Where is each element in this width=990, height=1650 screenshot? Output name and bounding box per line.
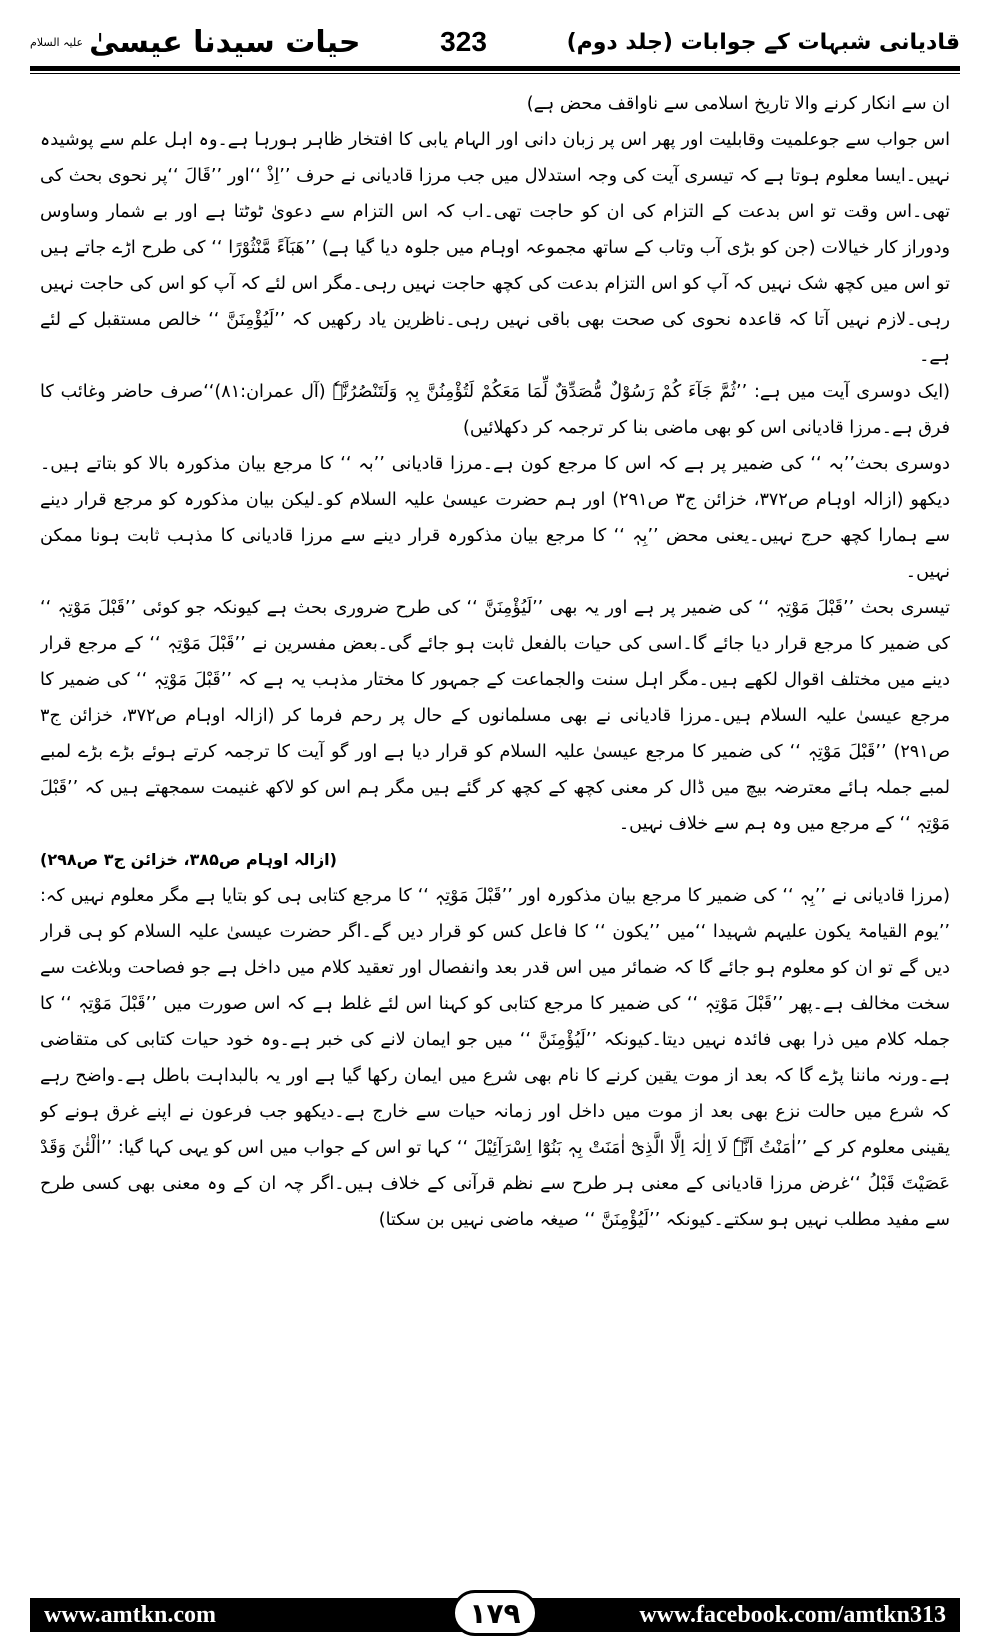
header-rule <box>30 66 960 71</box>
footer-page-badge: ۱۷۹ <box>452 1590 538 1636</box>
header-book-title-group <box>30 25 360 60</box>
citation-reference: (ازالہ اوہام ص۳۸۵، خزائن ج۳ ص۲۹۸) <box>40 850 337 869</box>
header-honorific: علیہ السلام <box>30 35 84 49</box>
header-page-number: 323 <box>440 26 487 57</box>
footer-facebook-link[interactable]: www.facebook.com/amtkn313 <box>639 1601 946 1628</box>
page-header <box>30 22 960 62</box>
paragraph: (ایک دوسری آیت میں ہے: ’’ثُمَّ جَآءَ کُمْ رَسُوْلٌ مُّصَدِّقٌ لِّمَا مَعَکُمْ لَتُؤْمِنُنَّ بِہٖ وَلَتَنْصُرُنَّہٗ (آل عمران:۸۱)‘‘صرف حاضر وغائب کا فرق ہے۔مرزا قادیانی اس کو بھی ماضی بنا کر ترجمہ کر دکھلائیں) <box>40 382 950 438</box>
paragraph: (مرزا قادیانی نے ’’بِہٖ ‘‘ کی ضمیر کا مرجع بیان مذکورہ اور ’’قَبْلَ مَوْتِہٖ ‘‘ کا مرجع کتابی ہی کو بتایا ہے مگر معلوم نہیں کہ: ’’یوم القیامۃ یکون علیہم شہیدا ‘‘میں ’’یکون ‘‘ کا فاعل کس کو قرار دیں گے۔اگر حضرت عیسیٰ علیہ السلام کو ہی قرار دیں گے تو ان کو معلوم ہو جائے گا کہ ضمائر میں اس قدر بعد وانفصال اور تعقید کلام میں داخل ہے جو فصاحت وبلاغت سے سخت مخالف ہے۔پھر ’’قَبْلَ مَوْتِہٖ ‘‘ کی ضمیر کا مرجع کتابی کو کہنا اس لئے غلط ہے کہ اس صورت میں ’’قَبْلَ مَوْتِہٖ ‘‘ کا جملہ کلام میں ذرا بھی فائدہ نہیں دیتا۔کیونکہ ’’لَیُؤْمِنَنَّ ‘‘ میں جو ایمان لانے کی خبر ہے۔وہ خود حیات کتابی کی متقاضی ہے۔ورنہ ماننا پڑے گا کہ بعد از موت یقین کرنے کا نام بھی شرع میں ایمان رکھا گیا ہے اور یہ بالبداہت باطل ہے۔واضح رہے کہ شرع میں حالت نزع بھی بعد از موت میں داخل اور زمانہ حیات سے خارج ہے۔دیکھو جب فرعون نے اپنے غرق ہونے کو یقینی معلوم کر کے ’’اٰمَنْتُ اَنَّہٗ لَا اِلٰہَ اِلَّا الَّذِیْٓ اٰمَنَتْ بِہٖ بَنُوْٓا اِسْرَآئِیْلَ ‘‘ کہا تو اس کے جواب میں اس کو یہی کہا گیا: ’’اٰلْئٰنَ وَقَدْ عَصَیْتَ قَبْلُ ‘‘غرض مرزا قادیانی کے معنی ہر طرح سے نظم قرآنی کے خلاف ہیں۔اگر چہ ان کے وہ معنی بھی کسی طرح سے مفید مطلب نہیں ہو سکتے۔کیونکہ ’’لَیُؤْمِنَنَّ ‘‘ صیغہ ماضی نہیں بن سکتا) <box>40 886 950 1230</box>
paragraph: اس جواب سے جوعلمیت وقابلیت اور پھر اس پر زبان دانی اور الہام یابی کا افتخار ظاہر ہورہا ہے۔وہ اہل علم سے پوشیدہ نہیں۔ایسا معلوم ہوتا ہے کہ تیسری آیت کی وجہ استدلال میں جب مرزا قادیانی نے حرف ’’اِذْ ‘‘اور ’’قَالَ ‘‘پر نحوی بحث کی تھی۔اس وقت تو اس بدعت کے التزام کی ان کو حاجت تھی۔اب کہ اس التزام سے دعویٰ ٹوٹتا ہے اور بے شمار وساوس ودوراز کار خیالات (جن کو بڑی آب وتاب کے ساتھ مجموعہ اوہام میں جلوہ دیا گیا ہے) ’’ھَبَآءً مَّنْثُوْرًا ‘‘ کی طرح اڑے جاتے ہیں تو اس میں کچھ شک نہیں کہ آپ کو اس التزام بدعت کی کچھ حاجت نہیں رہی۔مگر اس لئے کہ آپ کو اس کی حاجت نہیں رہی۔لازم نہیں آتا کہ قاعدہ نحوی کی صحت بھی باقی نہیں رہی۔ناظرین یاد رکھیں کہ ’’لَیُؤْمِنَنَّ ‘‘ خالص مستقبل کے لئے ہے۔ <box>40 130 950 366</box>
paragraph: تیسری بحث ’’قَبْلَ مَوْتِہٖ ‘‘ کی ضمیر پر ہے اور یہ بھی ’’لَیُؤْمِنَنَّ ‘‘ کی طرح ضروری بحث ہے کیونکہ جو کوئی ’’قَبْلَ مَوْتِہٖ ‘‘ کی ضمیر کا مرجع قرار دیا جائے گا۔اسی کی حیات بالفعل ثابت ہو جائے گی۔بعض مفسرین نے ’’قَبْلَ مَوْتِہٖ ‘‘ کے مرجع قرار دینے میں مختلف اقوال لکھے ہیں۔مگر اہل سنت والجماعت کے جمہور کا مختار مذہب یہ ہے کہ ’’قَبْلَ مَوْتِہٖ ‘‘ کی ضمیر کا مرجع عیسیٰ علیہ السلام ہیں۔مرزا قادیانی نے بھی مسلمانوں کے حال پر رحم فرما کر (ازالہ اوہام ص۳۷۲، خزائن ج۳ ص۲۹۱) ’’قَبْلَ مَوْتِہٖ ‘‘ کی ضمیر کا مرجع عیسیٰ علیہ السلام کو قرار دیا ہے اور گو آیت کا ترجمہ کرتے ہوئے بڑے بڑے لمبے لمبے جملہ ہائے معترضہ بیچ میں ڈال کر معنی کچھ کے کچھ کر گئے ہیں مگر ہم اس کو لاکھ غنیمت سمجھتے ہیں کہ ’’قَبْلَ مَوْتِہٖ ‘‘ کے مرجع میں وہ ہم سے خلاف نہیں۔ <box>40 598 950 834</box>
paragraph: ان سے انکار کرنے والا تاریخ اسلامی سے ناواقف محض ہے) <box>526 94 950 114</box>
header-rule-thin <box>30 73 960 74</box>
footer-website-link[interactable]: www.amtkn.com <box>44 1601 216 1628</box>
page-body <box>40 86 950 1552</box>
header-book-title: حیات سیدنا عیسیٰ <box>89 24 361 60</box>
page-footer <box>30 1598 960 1632</box>
paragraph: دوسری بحث’’بہ ‘‘ کی ضمیر پر ہے کہ اس کا مرجع کون ہے۔مرزا قادیانی ’’بہ ‘‘ کا مرجع بیان مذکورہ بالا کو بتاتے ہیں۔دیکھو (ازالہ اوہام ص۳۷۲، خزائن ج۳ ص۲۹۱) اور ہم حضرت عیسیٰ علیہ السلام کو۔لیکن بیان مذکورہ کو مرجع قرار دینے سے ہمارا کچھ حرج نہیں۔یعنی محض ’’بِہٖ ‘‘ کا مرجع بیان مذکورہ قرار دینے سے مرزا قادیانی کا مذہب ثابت ہونا ممکن نہیں۔ <box>40 454 950 582</box>
header-subtitle: قادیانی شبہات کے جوابات (جلد دوم) <box>566 29 960 55</box>
